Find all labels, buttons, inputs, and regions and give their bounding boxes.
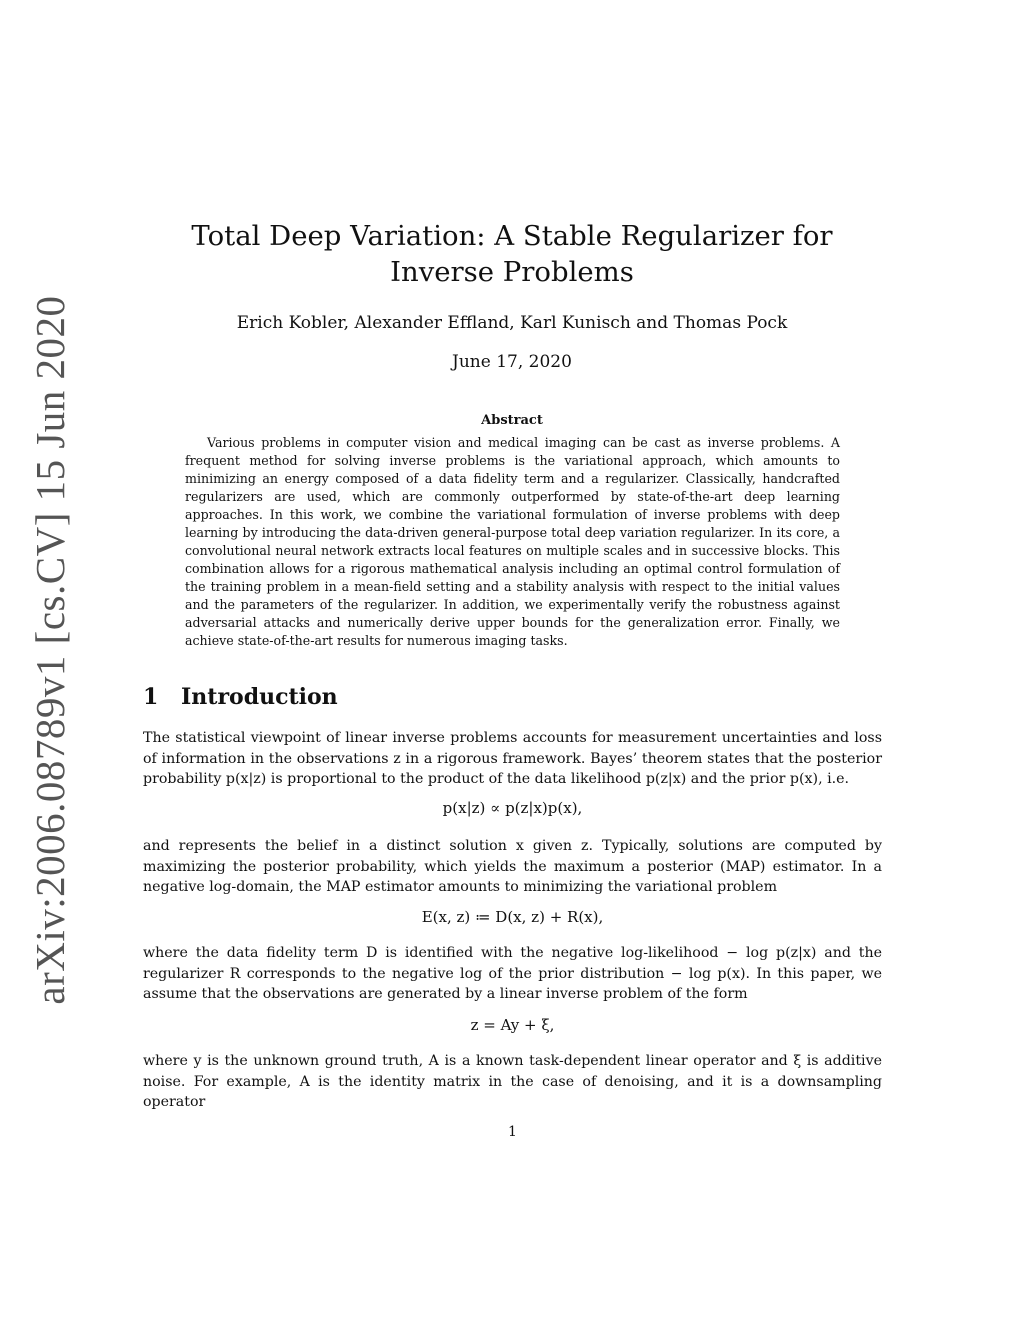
paper-date: June 17, 2020 [452,352,572,372]
equation-observation: z = Ay + ξ, [470,1016,555,1034]
abstract-heading: Abstract [481,413,543,428]
section-title: Introduction [181,684,338,710]
section-heading [143,684,338,710]
equation-energy: E(x, z) ≔ D(x, z) + R(x), [421,908,604,926]
abstract-text: Various problems in computer vision and medical imaging can be cast as inverse problems. A frequent method for solving inverse problems is the variational approach, which amounts to minimizing an energy composed of a data fidelity term and a regularizer. Classically, handcrafted regularizers are used, which are commonly outperformed by state-of-the-art deep learning approaches. In this work, we combine the variational formulation of inverse problems with deep learning by introducing the data-driven general-purpose total deep variation regularizer. In its core, a convolutional neural network extracts local features on multiple scales and in successive blocks. This combination allows for a rigorous mathematical analysis including an optimal control formulation of the training problem in a mean-field setting and a stability analysis with respect to the initial values and the parameters of the regularizer. In addition, we experimentally verify the robustness against adversarial attacks and numerically derive upper bounds for the generalization error. Finally, we achieve state-of-the-art results for numerous imaging tasks. [185,435,840,648]
arxiv-identifier: arXiv:2006.08789v1 [cs.CV] 15 Jun 2020 [27,295,73,1005]
body-paragraph-4: where y is the unknown ground truth, A is a known task-dependent linear operator and ξ is additive noise. For example, A is the identity matrix in the case of denoising, and it is a downsampling operator [143,1053,882,1110]
paper-title: Total Deep Variation: A Stable Regularizer for Inverse Problems [191,220,833,288]
body-paragraph-2: and represents the belief in a distinct solution x given z. Typically, solutions are computed by maximizing the posterior probability, which yields the maximum a posterior (MAP) estimator. In a negative log-domain, the MAP estimator amounts to minimizing the variational problem [143,838,882,895]
page-number: 1 [508,1124,517,1140]
body-paragraph-3: where the data fidelity term D is identified with the negative log-likelihood − log p(z|x) and the regularizer R corresponds to the negative log of the prior distribution − log p(x). In this paper, we assume that the observations are generated by a linear inverse problem of the form [143,945,882,1002]
section-number: 1 [143,684,159,710]
equation-bayes: p(x|z) ∝ p(z|x)p(x), [442,799,583,817]
paper-authors: Erich Kobler, Alexander Effland, Karl Kunisch and Thomas Pock [236,313,788,333]
body-paragraph-1: The statistical viewpoint of linear inverse problems accounts for measurement uncertainties and loss of information in the observations z in a rigorous framework. Bayes’ theorem states that the posterior probability p(x|z) is proportional to the product of the data likelihood p(z|x) and the prior p(x), i.e. [143,730,882,787]
